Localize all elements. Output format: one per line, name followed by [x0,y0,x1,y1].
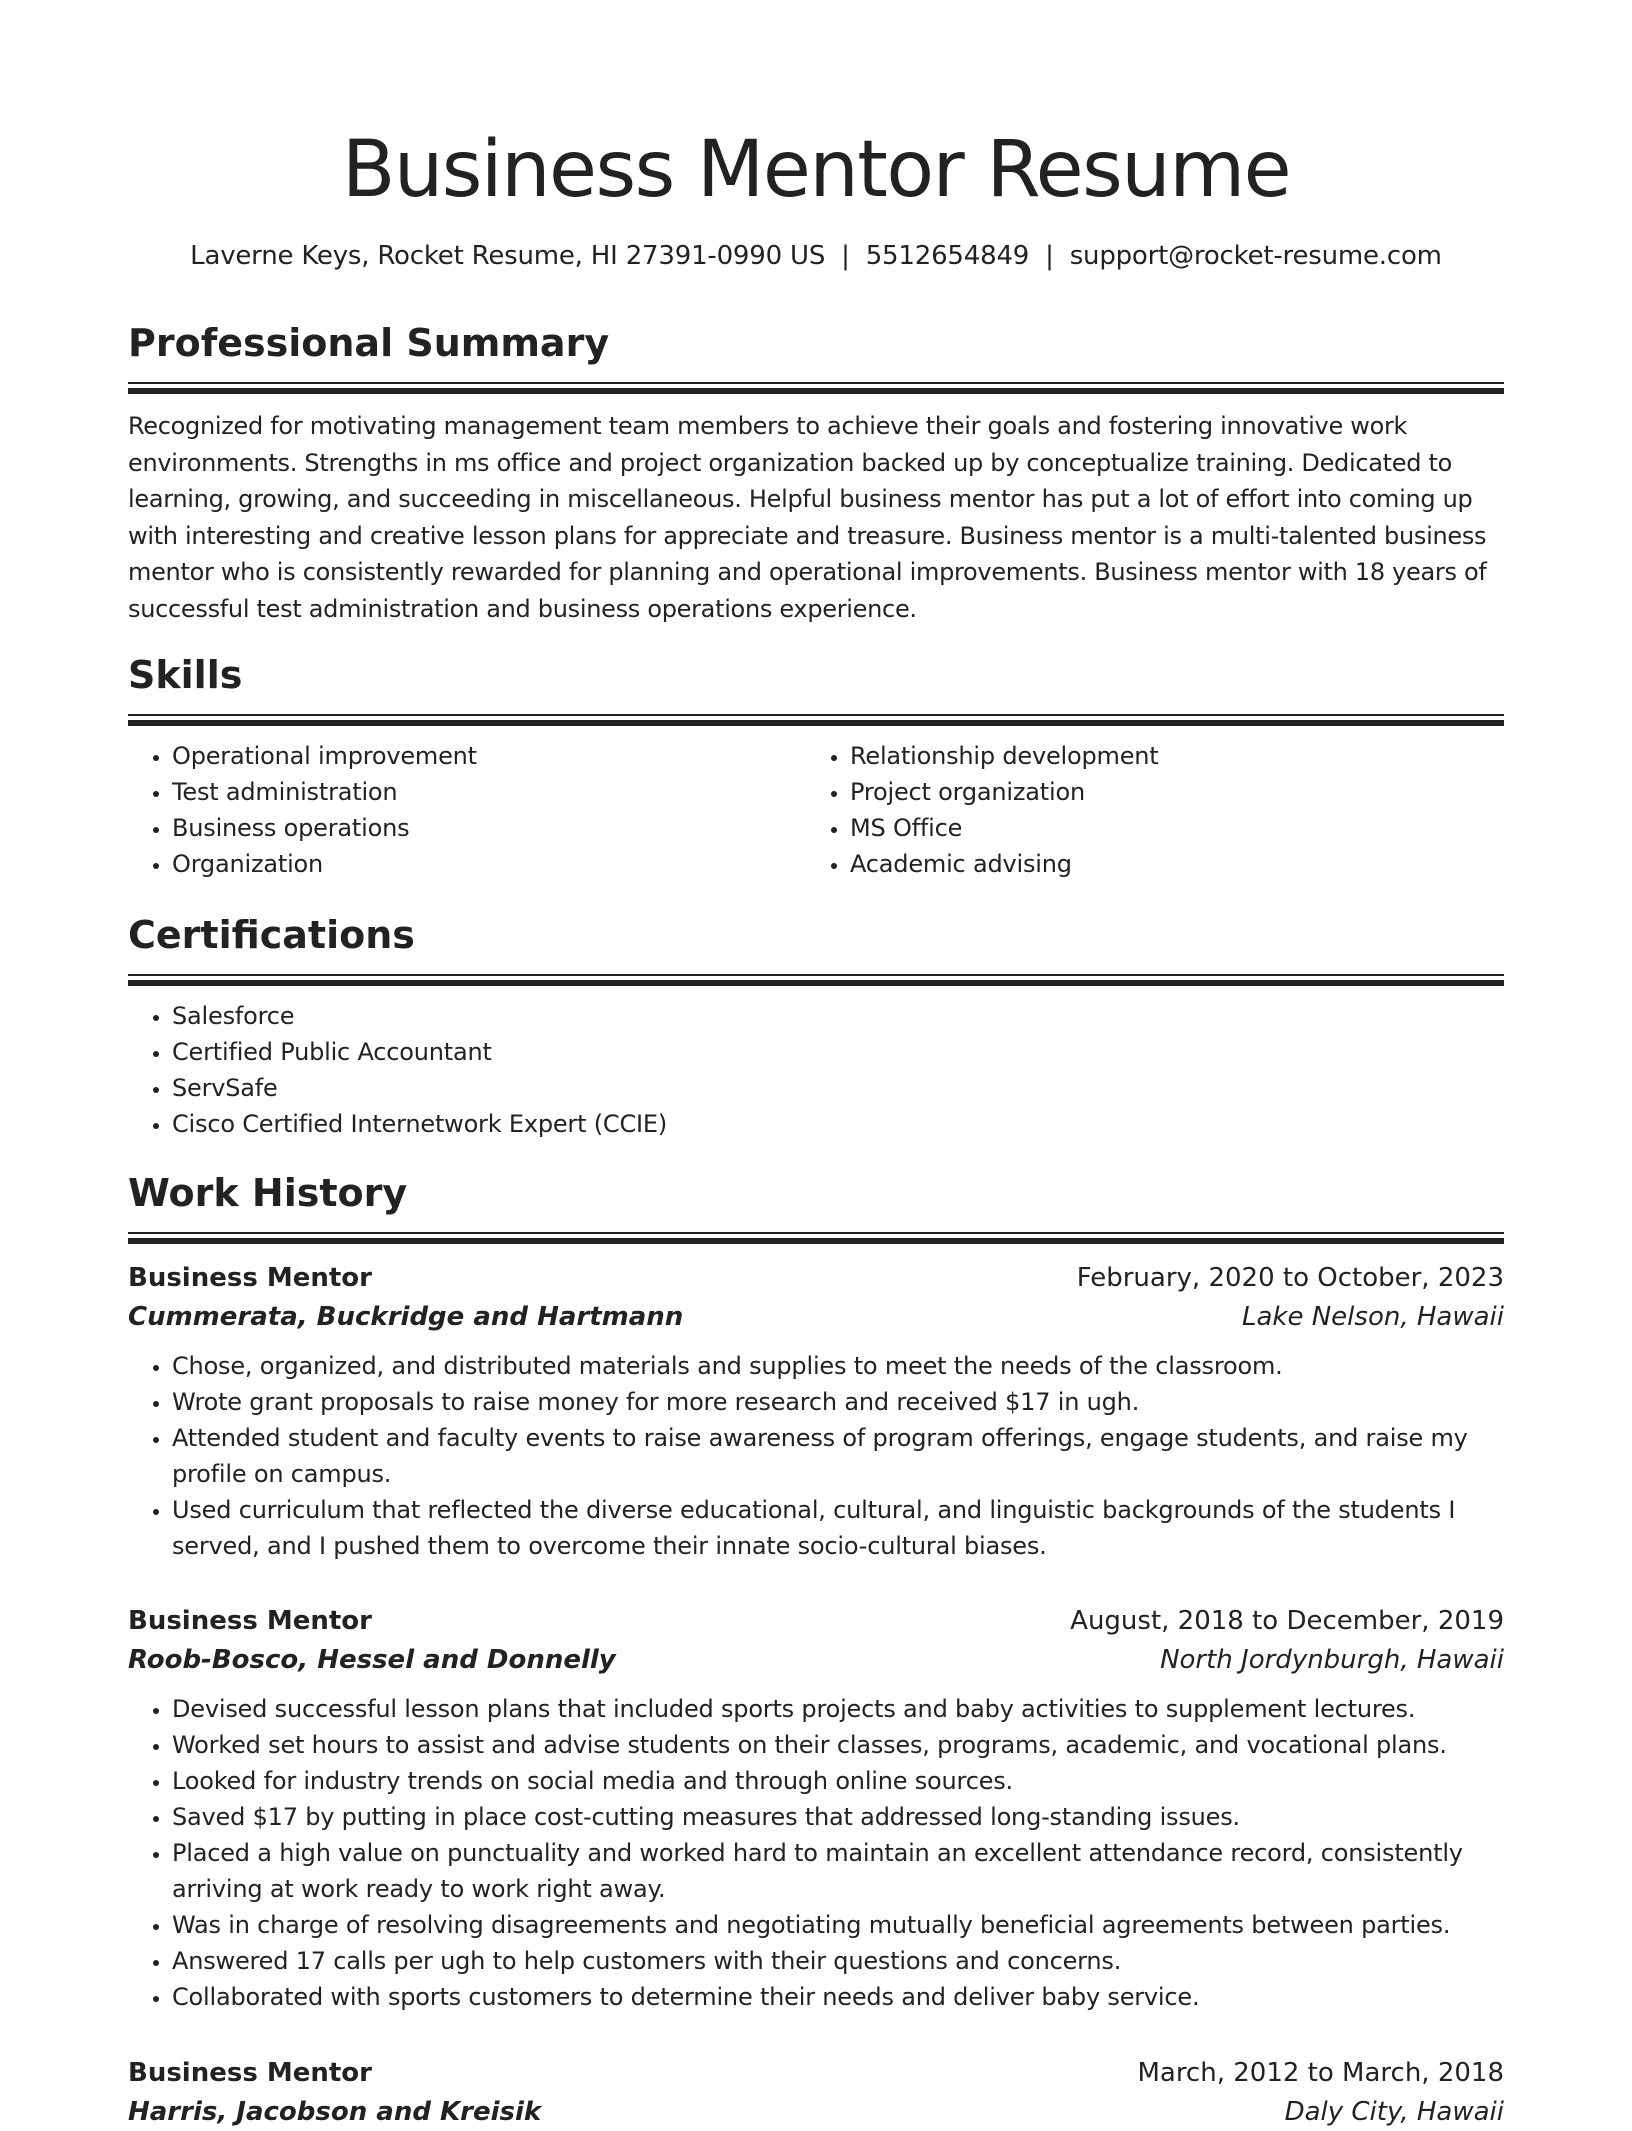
job-title: Business Mentor [128,1606,372,1636]
job-header [128,2054,1504,2092]
list-item: • Collaborated with sports customers to determine their needs and deliver baby service. [172,1979,1504,2015]
job-entry [128,2054,1504,2131]
section-divider [128,388,1504,394]
page-title: Business Mentor Resume [341,125,1291,215]
contact-email: support@rocket-resume.com [1069,241,1442,271]
list-item: • ServSafe [172,1070,1504,1106]
job-location: North Jordynburgh, Hawaii [1160,1645,1504,1675]
section-divider [128,974,1504,976]
section-divider [128,714,1504,716]
certifications-list [128,998,1504,1142]
job-subheader [128,1298,1504,1336]
section-heading: Work History [128,1171,408,1215]
list-item: • Saved $17 by putting in place cost-cutting measures that addressed long-standing issues. [172,1799,1504,1835]
section-heading: Certifications [128,913,415,957]
summary-section [128,318,1504,627]
job-dates: August, 2018 to December, 2019 [1070,1606,1504,1636]
skills-section [128,650,1504,882]
skills-grid [128,738,1504,882]
list-item: • Chose, organized, and distributed materials and supplies to meet the needs of the classroom. [172,1348,1504,1384]
list-item: • Placed a high value on punctuality and worked hard to maintain an excellent attendance record, consistently arriving at work ready to work right away. [172,1835,1504,1907]
list-item: • Project organization [850,774,1484,810]
list-item: • Salesforce [172,998,1504,1034]
contact-phone: 5512654849 [865,241,1030,271]
list-item: • Certified Public Accountant [172,1034,1504,1070]
list-item: • Looked for industry trends on social media and through online sources. [172,1763,1504,1799]
job-entry [128,1259,1504,1564]
list-item: • MS Office [850,810,1484,846]
section-divider [128,980,1504,986]
job-subheader [128,2093,1504,2131]
skills-column-left [128,738,806,882]
job-dates: March, 2012 to March, 2018 [1137,2058,1504,2088]
contact-address: Laverne Keys, Rocket Resume, HI 27391-0990 US [190,241,826,271]
skills-column-right [806,738,1484,882]
job-company: Roob-Bosco, Hessel and Donnelly [128,1645,616,1675]
summary-text: Recognized for motivating management team members to achieve their goals and fostering innovative work environments. Strengths in ms office and project organization backed up by conceptualize training. Dedicated to learning, growing, and succeeding in miscellaneous. Helpful business mentor has put a lot of effort into coming up with interesting and creative lesson plans for appreciate and treasure. Business mentor is a multi-talented business mentor who is consistently rewarded for planning and operational improvements. Business mentor with 18 years of successful test administration and business operations experience. [128,412,1487,623]
contact-separator: | [841,241,850,271]
list-item: • Was in charge of resolving disagreements and negotiating mutually beneficial agreements between parties. [172,1907,1504,1943]
section-divider [128,382,1504,384]
job-bullets [128,1691,1504,2015]
list-item: • Business operations [172,810,806,846]
job-bullets [128,1348,1504,1564]
list-item: • Wrote grant proposals to raise money for more research and received $17 in ugh. [172,1384,1504,1420]
job-company: Harris, Jacobson and Kreisik [128,2097,542,2127]
section-divider [128,720,1504,726]
list-item: • Relationship development [850,738,1484,774]
job-header [128,1259,1504,1297]
list-item: • Cisco Certified Internetwork Expert (CCIE) [172,1106,1504,1142]
contact-line [128,238,1504,274]
job-location: Lake Nelson, Hawaii [1242,1302,1504,1332]
list-item: • Organization [172,846,806,882]
list-item: • Used curriculum that reflected the diverse educational, cultural, and linguistic backgrounds of the students I served, and I pushed them to overcome their innate socio-cultural biases. [172,1492,1504,1564]
job-entry [128,1602,1504,2015]
list-item: • Attended student and faculty events to raise awareness of program offerings, engage students, and raise my profile on campus. [172,1420,1504,1492]
list-item: • Worked set hours to assist and advise students on their classes, programs, academic, and vocational plans. [172,1727,1504,1763]
job-dates: February, 2020 to October, 2023 [1076,1263,1504,1293]
section-divider [128,1238,1504,1244]
list-item: • Operational improvement [172,738,806,774]
job-title: Business Mentor [128,2058,372,2088]
list-item: • Test administration [172,774,806,810]
job-subheader [128,1641,1504,1679]
job-header [128,1602,1504,1640]
list-item: • Answered 17 calls per ugh to help customers with their questions and concerns. [172,1943,1504,1979]
list-item: • Academic advising [850,846,1484,882]
section-heading: Skills [128,653,243,697]
work-history-section [128,1168,1504,1244]
section-divider [128,1232,1504,1234]
job-company: Cummerata, Buckridge and Hartmann [128,1302,684,1332]
job-title: Business Mentor [128,1263,372,1293]
section-heading: Professional Summary [128,321,610,365]
contact-separator: | [1045,241,1054,271]
certifications-section [128,910,1504,1142]
list-item: • Devised successful lesson plans that included sports projects and baby activities to supplement lectures. [172,1691,1504,1727]
job-location: Daly City, Hawaii [1284,2097,1504,2127]
